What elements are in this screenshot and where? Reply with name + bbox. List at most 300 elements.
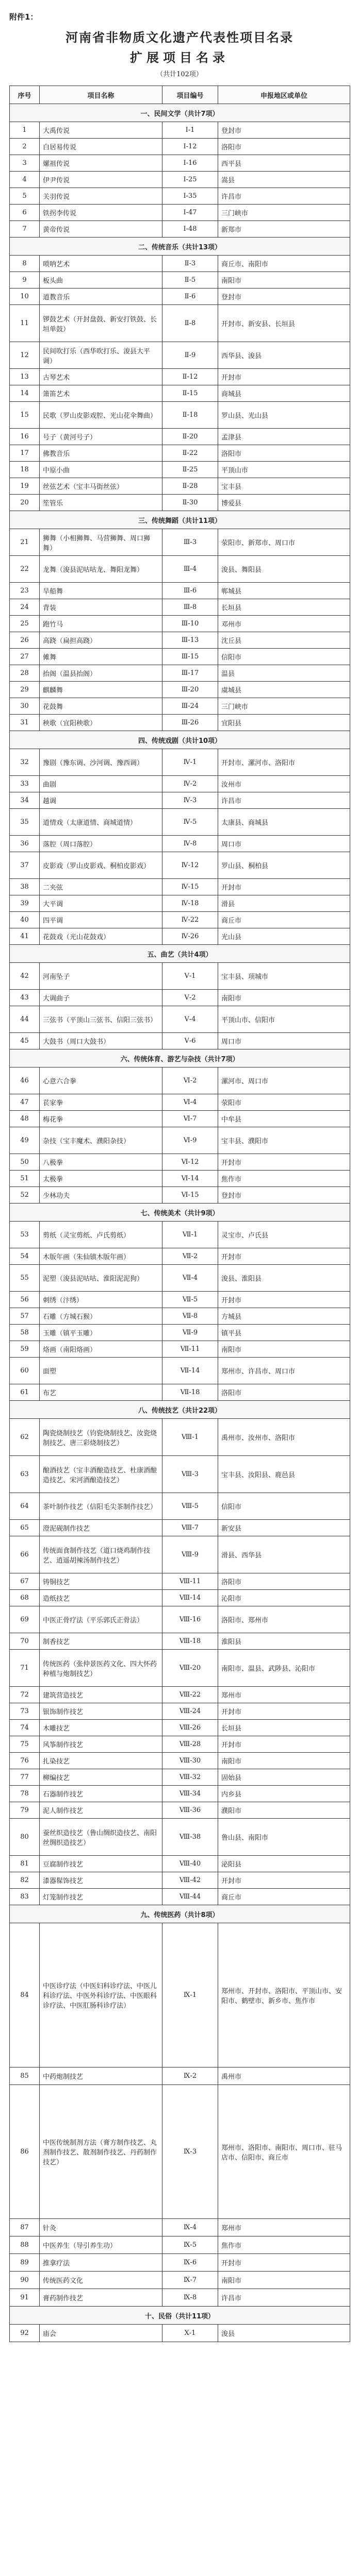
row-project-code: Ⅰ-16 — [162, 155, 218, 172]
row-project-name: 蚕丝织造技艺（鲁山绸织造技艺、南阳丝绸织造技艺） — [40, 1819, 162, 1856]
row-project-name: 龙舞（浚县泥咕咕龙、舞阳龙舞） — [40, 556, 162, 583]
table-row — [10, 1606, 350, 1633]
table-row — [10, 1889, 350, 1905]
table-row — [10, 1308, 350, 1325]
row-project-code: Ⅷ-20 — [162, 1650, 218, 1687]
table-row — [10, 139, 350, 155]
table-row — [10, 1006, 350, 1033]
row-project-code: Ⅸ-1 — [162, 1923, 218, 2067]
table-row — [10, 1341, 350, 1358]
header-index: 序号 — [10, 86, 40, 104]
row-project-code: Ⅲ-6 — [162, 583, 218, 599]
row-index: 25 — [10, 616, 40, 632]
row-project-code: Ⅳ-2 — [162, 776, 218, 792]
category-title: 六、传统体育、游艺与杂技（共计7项） — [10, 1049, 350, 1067]
row-project-code: Ⅰ-48 — [162, 221, 218, 238]
row-project-name: 柳编技艺 — [40, 1769, 162, 1786]
row-applicant-unit: 光山县 — [218, 928, 350, 945]
row-project-code: Ⅶ-1 — [162, 1222, 218, 1248]
row-project-name: 大平调 — [40, 895, 162, 912]
row-project-code: Ⅲ-26 — [162, 715, 218, 731]
table-row — [10, 1650, 350, 1687]
row-project-name: 剪纸（灵宝剪纸、卢氏剪纸） — [40, 1222, 162, 1248]
row-applicant-unit: 镇平县 — [218, 1325, 350, 1341]
row-project-code: Ⅳ-18 — [162, 895, 218, 912]
table-row — [10, 809, 350, 836]
row-index: 57 — [10, 1308, 40, 1325]
row-project-name: 佛教音乐 — [40, 445, 162, 462]
row-project-code: Ⅴ-6 — [162, 1033, 218, 1049]
row-index: 58 — [10, 1325, 40, 1341]
table-row — [10, 649, 350, 665]
row-applicant-unit: 开封市 — [218, 1872, 350, 1889]
table-row — [10, 2236, 350, 2254]
row-index: 28 — [10, 665, 40, 682]
category-row — [10, 104, 350, 122]
header-project-code: 项目编号 — [162, 86, 218, 104]
table-row — [10, 205, 350, 221]
table-header-row — [10, 86, 350, 104]
row-project-name: 灯笼制作技艺 — [40, 1889, 162, 1905]
table-row — [10, 445, 350, 462]
row-project-name: 中医诊疗法（中医妇科诊疗法、中医儿科诊疗法、中医外科诊疗法、中医眼科诊疗法、中医肛肠科诊疗法） — [40, 1923, 162, 2067]
row-applicant-unit: 漯河市、周口市 — [218, 1067, 350, 1094]
table-row — [10, 385, 350, 402]
row-project-name: 刺绣（汴绣） — [40, 1292, 162, 1308]
row-applicant-unit: 洛阳市 — [218, 139, 350, 155]
row-project-code: Ⅱ-3 — [162, 256, 218, 272]
row-project-code: Ⅰ-35 — [162, 188, 218, 205]
row-index: 47 — [10, 1094, 40, 1111]
row-project-code: Ⅷ-44 — [162, 1889, 218, 1905]
row-project-name: 高跷（扁担高跷） — [40, 632, 162, 649]
row-applicant-unit: 罗山县、桐柏县 — [218, 852, 350, 879]
row-project-code: Ⅶ-11 — [162, 1341, 218, 1358]
row-project-code: Ⅷ-7 — [162, 1520, 218, 1536]
row-index: 18 — [10, 462, 40, 478]
row-index: 32 — [10, 749, 40, 776]
row-project-code: Ⅲ-15 — [162, 649, 218, 665]
row-project-name: 烙画（南阳烙画） — [40, 1341, 162, 1358]
row-project-name: 制香技艺 — [40, 1633, 162, 1650]
row-project-code: Ⅷ-24 — [162, 1703, 218, 1720]
row-applicant-unit: 内乡县 — [218, 1786, 350, 1802]
row-applicant-unit: 开封市 — [218, 1154, 350, 1171]
row-applicant-unit: 宝丰县、汝阳县、鹿邑县 — [218, 1456, 350, 1493]
category-title: 九、传统医药（共计8项） — [10, 1905, 350, 1923]
category-row — [10, 1204, 350, 1222]
row-project-code: Ⅸ-8 — [162, 2289, 218, 2307]
row-applicant-unit: 信阳市 — [218, 649, 350, 665]
row-index: 51 — [10, 1171, 40, 1187]
row-project-name: 落腔（周口落腔） — [40, 836, 162, 852]
row-applicant-unit: 鲁山县、南阳市 — [218, 1819, 350, 1856]
row-index: 55 — [10, 1265, 40, 1292]
row-project-code: Ⅶ-14 — [162, 1358, 218, 1384]
row-project-name: 少林功夫 — [40, 1187, 162, 1204]
row-applicant-unit: 洛阳市 — [218, 1384, 350, 1401]
row-index: 78 — [10, 1786, 40, 1802]
table-body — [10, 104, 350, 2342]
table-row — [10, 682, 350, 698]
row-index: 68 — [10, 1590, 40, 1606]
row-applicant-unit: 罗山县、光山县 — [218, 402, 350, 429]
row-index: 46 — [10, 1067, 40, 1094]
row-project-name: 苌家拳 — [40, 1094, 162, 1111]
row-project-name: 澄泥砚制作技艺 — [40, 1520, 162, 1536]
category-row — [10, 238, 350, 256]
row-project-name: 大鼓书（周口大鼓书） — [40, 1033, 162, 1049]
table-row — [10, 792, 350, 809]
row-project-code: Ⅳ-22 — [162, 912, 218, 928]
table-row — [10, 2272, 350, 2289]
total-count: （共计102项） — [156, 71, 203, 78]
table-row — [10, 1590, 350, 1606]
row-applicant-unit: 平顶山市、信阳市 — [218, 1006, 350, 1033]
row-project-name: 二夹弦 — [40, 879, 162, 895]
row-project-name: 中医正骨疗法（平乐郭氏正骨法） — [40, 1606, 162, 1633]
table-row — [10, 122, 350, 139]
row-index: 34 — [10, 792, 40, 809]
table-row — [10, 2067, 350, 2085]
row-applicant-unit: 开封市 — [218, 1703, 350, 1720]
row-applicant-unit: 宝丰县 — [218, 478, 350, 495]
row-applicant-unit: 开封市 — [218, 1292, 350, 1308]
row-project-name: 面塑 — [40, 1358, 162, 1384]
row-project-name: 心意六合拳 — [40, 1067, 162, 1094]
row-index: 59 — [10, 1341, 40, 1358]
row-project-name: 中原小曲 — [40, 462, 162, 478]
row-applicant-unit: 西平县 — [218, 155, 350, 172]
row-applicant-unit: 许昌市 — [218, 188, 350, 205]
table-row — [10, 1753, 350, 1769]
row-index: 22 — [10, 556, 40, 583]
row-project-code: Ⅹ-1 — [162, 2325, 218, 2342]
table-row — [10, 155, 350, 172]
row-applicant-unit: 商丘市 — [218, 912, 350, 928]
row-index: 83 — [10, 1889, 40, 1905]
table-row — [10, 836, 350, 852]
row-project-name: 伊尹传说 — [40, 172, 162, 188]
table-row — [10, 879, 350, 895]
row-index: 14 — [10, 385, 40, 402]
table-row — [10, 1720, 350, 1736]
row-index: 60 — [10, 1358, 40, 1384]
row-index: 41 — [10, 928, 40, 945]
row-project-name: 道情戏（太康道情、商城道情） — [40, 809, 162, 836]
category-title: 五、曲艺（共计4项） — [10, 945, 350, 963]
row-project-name: 膏药制作技艺 — [40, 2289, 162, 2307]
row-project-name: 背装 — [40, 599, 162, 616]
row-index: 50 — [10, 1154, 40, 1171]
row-index: 11 — [10, 305, 40, 342]
row-project-code: Ⅱ-6 — [162, 289, 218, 305]
category-row — [10, 1905, 350, 1923]
row-project-code: Ⅷ-30 — [162, 1753, 218, 1769]
row-applicant-unit: 荥阳市 — [218, 1094, 350, 1111]
row-applicant-unit: 禹州市 — [218, 2067, 350, 2085]
table-row — [10, 1111, 350, 1127]
row-project-code: Ⅶ-8 — [162, 1308, 218, 1325]
row-applicant-unit: 周口市 — [218, 836, 350, 852]
row-project-name: 八极拳 — [40, 1154, 162, 1171]
row-project-code: Ⅰ-47 — [162, 205, 218, 221]
table-row — [10, 1872, 350, 1889]
row-applicant-unit: 固始县 — [218, 1769, 350, 1786]
row-applicant-unit: 登封市 — [218, 289, 350, 305]
row-project-code: Ⅸ-2 — [162, 2067, 218, 2085]
row-project-code: Ⅲ-3 — [162, 529, 218, 556]
row-index: 20 — [10, 495, 40, 511]
table-row — [10, 529, 350, 556]
category-row — [10, 511, 350, 529]
row-project-code: Ⅸ-4 — [162, 2219, 218, 2236]
row-applicant-unit: 宝丰县、濮阳市 — [218, 1127, 350, 1154]
table-row — [10, 698, 350, 715]
row-applicant-unit: 滑县 — [218, 895, 350, 912]
row-project-name: 铸铜技艺 — [40, 1573, 162, 1590]
table-row — [10, 1419, 350, 1456]
row-project-name: 玉雕（镇平玉雕） — [40, 1325, 162, 1341]
row-project-code: Ⅱ-8 — [162, 305, 218, 342]
table-row — [10, 1325, 350, 1341]
row-applicant-unit: 嵩县 — [218, 172, 350, 188]
row-project-code: Ⅵ-12 — [162, 1154, 218, 1171]
row-applicant-unit: 三门峡市 — [218, 698, 350, 715]
row-project-code: Ⅲ-20 — [162, 682, 218, 698]
table-row — [10, 928, 350, 945]
row-index: 8 — [10, 256, 40, 272]
row-applicant-unit: 商丘市、南阳市 — [218, 256, 350, 272]
table-row — [10, 256, 350, 272]
row-applicant-unit: 荥阳市、新郑市、周口市 — [218, 529, 350, 556]
row-project-name: 陶瓷烧制技艺（钧瓷烧制技艺、汝瓷烧制技艺、唐三彩烧制技艺） — [40, 1419, 162, 1456]
row-project-name: 造纸技艺 — [40, 1590, 162, 1606]
row-project-code: Ⅳ-15 — [162, 879, 218, 895]
row-index: 49 — [10, 1127, 40, 1154]
row-applicant-unit: 浚县、淮阳县 — [218, 1265, 350, 1292]
row-index: 54 — [10, 1248, 40, 1265]
row-project-code: Ⅶ-5 — [162, 1292, 218, 1308]
row-project-name: 曲剧 — [40, 776, 162, 792]
row-index: 53 — [10, 1222, 40, 1248]
header-applicant-unit: 申报地区或单位 — [218, 86, 350, 104]
table-row — [10, 172, 350, 188]
row-index: 30 — [10, 698, 40, 715]
row-applicant-unit: 周口市 — [218, 1033, 350, 1049]
row-project-name: 太极拳 — [40, 1171, 162, 1187]
category-row — [10, 945, 350, 963]
row-index: 15 — [10, 402, 40, 429]
row-index: 92 — [10, 2325, 40, 2342]
row-project-name: 中医传统制剂方法（膏方制作技艺、丸剂制作技艺、散剂制作技艺、丹药制作技艺） — [40, 2085, 162, 2219]
row-index: 72 — [10, 1687, 40, 1703]
row-project-name: 三弦书（平顶山三弦书、信阳三弦书） — [40, 1006, 162, 1033]
row-project-name: 铁拐李传说 — [40, 205, 162, 221]
table-row — [10, 221, 350, 238]
row-index: 27 — [10, 649, 40, 665]
row-applicant-unit: 孟津县 — [218, 429, 350, 445]
row-index: 31 — [10, 715, 40, 731]
category-row — [10, 1401, 350, 1419]
row-index: 7 — [10, 221, 40, 238]
table-row — [10, 369, 350, 385]
row-index: 56 — [10, 1292, 40, 1308]
row-project-name: 布艺 — [40, 1384, 162, 1401]
row-applicant-unit: 开封市、漯河市、洛阳市 — [218, 749, 350, 776]
row-project-name: 秧歌（宜阳秧歌） — [40, 715, 162, 731]
row-project-code: Ⅷ-11 — [162, 1573, 218, 1590]
row-project-code: Ⅷ-5 — [162, 1493, 218, 1520]
table-row — [10, 2219, 350, 2236]
row-index: 77 — [10, 1769, 40, 1786]
row-index: 65 — [10, 1520, 40, 1536]
row-applicant-unit: 灵宝市、卢氏县 — [218, 1222, 350, 1248]
row-applicant-unit: 洛阳市 — [218, 1573, 350, 1590]
row-index: 91 — [10, 2289, 40, 2307]
row-project-code: Ⅸ-5 — [162, 2236, 218, 2254]
row-project-name: 中药炮制技艺 — [40, 2067, 162, 2085]
row-applicant-unit: 郸城县 — [218, 583, 350, 599]
row-project-name: 花鼓戏（光山花鼓戏） — [40, 928, 162, 945]
row-project-code: Ⅱ-20 — [162, 429, 218, 445]
row-project-code: Ⅲ-17 — [162, 665, 218, 682]
row-project-name: 狮舞（小相狮舞、马营狮舞、周口狮舞） — [40, 529, 162, 556]
row-project-name: 扎染技艺 — [40, 1753, 162, 1769]
row-project-code: Ⅸ-3 — [162, 2085, 218, 2219]
row-project-name: 大调曲子 — [40, 990, 162, 1006]
row-index: 86 — [10, 2085, 40, 2219]
row-applicant-unit: 宝丰县、项城市 — [218, 963, 350, 990]
row-project-name: 关羽传说 — [40, 188, 162, 205]
row-applicant-unit: 沈丘县 — [218, 632, 350, 649]
row-project-code: Ⅷ-28 — [162, 1736, 218, 1753]
row-applicant-unit: 禹州市、汝州市、洛阳市 — [218, 1419, 350, 1456]
row-project-code: Ⅰ-1 — [162, 122, 218, 139]
row-project-code: Ⅷ-9 — [162, 1536, 218, 1573]
row-project-name: 酿酒技艺（宝丰酒酿造技艺、杜康酒酿造技艺、宋河酒酿造技艺） — [40, 1456, 162, 1493]
row-project-name: 四平调 — [40, 912, 162, 928]
row-index: 48 — [10, 1111, 40, 1127]
row-index: 19 — [10, 478, 40, 495]
row-project-name: 豫剧（豫东调、沙河调、豫西调） — [40, 749, 162, 776]
row-index: 26 — [10, 632, 40, 649]
row-project-name: 传统医药文化 — [40, 2272, 162, 2289]
row-index: 42 — [10, 963, 40, 990]
row-project-code: Ⅵ-7 — [162, 1111, 218, 1127]
row-index: 62 — [10, 1419, 40, 1456]
row-index: 66 — [10, 1536, 40, 1573]
table-row — [10, 599, 350, 616]
row-project-name: 木雕技艺 — [40, 1720, 162, 1736]
row-project-code: Ⅵ-2 — [162, 1067, 218, 1094]
row-index: 4 — [10, 172, 40, 188]
row-project-name: 梅花拳 — [40, 1111, 162, 1127]
row-project-name: 庙会 — [40, 2325, 162, 2342]
row-project-code: Ⅷ-34 — [162, 1786, 218, 1802]
row-applicant-unit: 沁阳市 — [218, 1590, 350, 1606]
row-project-code: Ⅳ-12 — [162, 852, 218, 879]
row-project-code: Ⅲ-24 — [162, 698, 218, 715]
row-index: 10 — [10, 289, 40, 305]
table-row — [10, 616, 350, 632]
table-row — [10, 1856, 350, 1872]
category-title: 八、传统技艺（共计22项） — [10, 1401, 350, 1419]
row-index: 6 — [10, 205, 40, 221]
row-project-code: Ⅷ-3 — [162, 1456, 218, 1493]
row-index: 61 — [10, 1384, 40, 1401]
row-applicant-unit: 信阳市 — [218, 1493, 350, 1520]
row-project-code: Ⅷ-16 — [162, 1606, 218, 1633]
document-subtitle: 扩展项目名录 — [130, 50, 229, 65]
row-project-code: Ⅷ-40 — [162, 1856, 218, 1872]
row-project-code: Ⅷ-26 — [162, 1720, 218, 1736]
category-title: 一、民间文学（共计7项） — [10, 104, 350, 122]
row-applicant-unit: 长垣县 — [218, 599, 350, 616]
table-row — [10, 1222, 350, 1248]
category-row — [10, 731, 350, 749]
row-index: 74 — [10, 1720, 40, 1736]
row-applicant-unit: 长垣县 — [218, 1720, 350, 1736]
row-project-code: Ⅲ-4 — [162, 556, 218, 583]
table-row — [10, 1923, 350, 2067]
row-project-name: 河南坠子 — [40, 963, 162, 990]
row-index: 13 — [10, 369, 40, 385]
row-applicant-unit: 洛阳市 — [218, 445, 350, 462]
row-project-code: Ⅱ-30 — [162, 495, 218, 511]
table-row — [10, 1573, 350, 1590]
row-project-code: Ⅵ-9 — [162, 1127, 218, 1154]
row-index: 35 — [10, 809, 40, 836]
row-applicant-unit: 南阳市 — [218, 1341, 350, 1358]
row-project-name: 泥塑（浚县泥咕咕、淮阳泥泥狗） — [40, 1265, 162, 1292]
row-index: 71 — [10, 1650, 40, 1687]
table-row — [10, 1520, 350, 1536]
row-project-name: 唢呐艺术 — [40, 256, 162, 272]
row-applicant-unit: 许昌市 — [218, 2289, 350, 2307]
category-row — [10, 1049, 350, 1067]
row-project-code: Ⅷ-22 — [162, 1687, 218, 1703]
row-index: 84 — [10, 1923, 40, 2067]
row-applicant-unit: 郑州市、开封市、洛阳市、平顶山市、安阳市、鹤壁市、新乡市、焦作市 — [218, 1923, 350, 2067]
row-project-code: Ⅵ-4 — [162, 1094, 218, 1111]
row-project-name: 旱船舞 — [40, 583, 162, 599]
category-title: 七、传统美术（共计9项） — [10, 1204, 350, 1222]
row-applicant-unit: 郑州市 — [218, 1687, 350, 1703]
row-project-code: Ⅳ-5 — [162, 809, 218, 836]
table-row — [10, 583, 350, 599]
table-row — [10, 1292, 350, 1308]
table-row — [10, 1703, 350, 1720]
row-project-code: Ⅶ-9 — [162, 1325, 218, 1341]
row-index: 12 — [10, 342, 40, 369]
table-row — [10, 1094, 350, 1111]
row-project-name: 建筑营造技艺 — [40, 1687, 162, 1703]
row-applicant-unit: 方城县 — [218, 1308, 350, 1325]
row-index: 89 — [10, 2254, 40, 2272]
row-index: 70 — [10, 1633, 40, 1650]
row-applicant-unit: 淮阳县 — [218, 1633, 350, 1650]
row-index: 36 — [10, 836, 40, 852]
row-project-name: 丝弦艺术（宝丰马街丝弦） — [40, 478, 162, 495]
row-project-name: 泥人制作技艺 — [40, 1802, 162, 1819]
row-project-name: 石雕（方城石猴） — [40, 1308, 162, 1325]
table-row — [10, 2085, 350, 2219]
category-title: 二、传统音乐（共计13项） — [10, 238, 350, 256]
row-project-code: Ⅷ-1 — [162, 1419, 218, 1456]
table-row — [10, 2325, 350, 2342]
row-project-code: Ⅴ-4 — [162, 1006, 218, 1033]
